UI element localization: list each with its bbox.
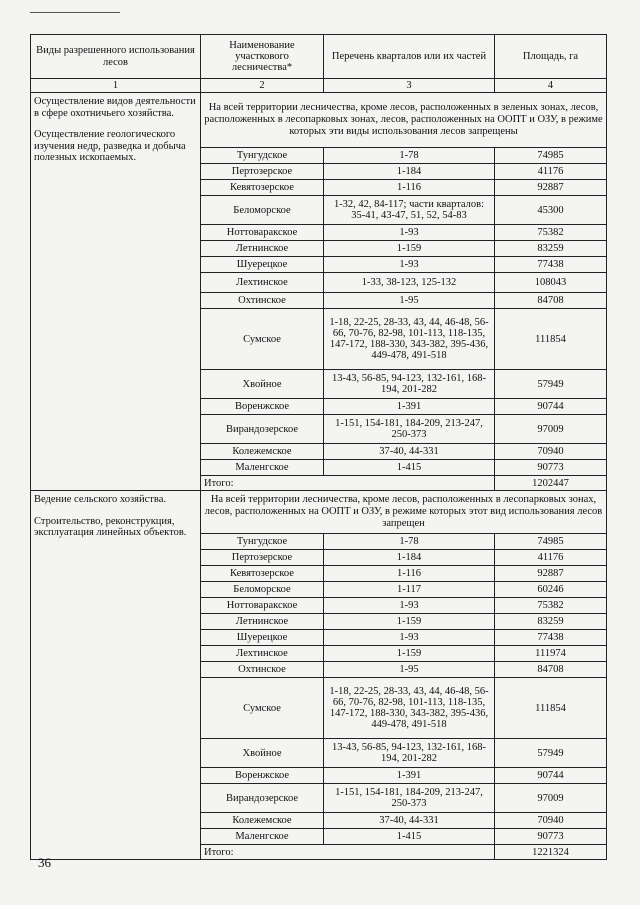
col-header-quarters: Перечень кварталов или их частей bbox=[324, 35, 495, 79]
quarters-cell: 1-116 bbox=[324, 566, 495, 582]
forestry-name-cell: Воренжское bbox=[201, 768, 324, 784]
territory-note: На всей территории лесничества, кроме лесов, расположенных в зеленых зонах, лесов, расположенных в лесопарковых зонах, лесов, расположенных на ООПТ и ОЗУ, в режиме которых эти виды использования лесов запрещены bbox=[201, 93, 607, 148]
area-cell: 70940 bbox=[495, 813, 607, 829]
area-cell: 77438 bbox=[495, 630, 607, 646]
quarters-cell: 1-159 bbox=[324, 614, 495, 630]
area-cell: 83259 bbox=[495, 614, 607, 630]
use-type-text: Осуществление видов деятельности в сфере охотничьего хозяйства. bbox=[34, 96, 196, 119]
quarters-cell: 37-40, 44-331 bbox=[324, 813, 495, 829]
area-cell: 92887 bbox=[495, 566, 607, 582]
col-number: 2 bbox=[201, 79, 324, 93]
area-cell: 111854 bbox=[495, 678, 607, 739]
quarters-cell: 1-78 bbox=[324, 534, 495, 550]
area-cell: 108043 bbox=[495, 273, 607, 293]
quarters-cell: 1-391 bbox=[324, 399, 495, 415]
quarters-cell: 1-33, 38-123, 125-132 bbox=[324, 273, 495, 293]
forestry-name-cell: Вирандозерское bbox=[201, 415, 324, 444]
section-agriculture-construction bbox=[31, 491, 607, 860]
quarters-cell: 1-32, 42, 84-117; части кварталов: 35-41, 43-47, 51, 52, 54-83 bbox=[324, 196, 495, 225]
quarters-cell: 1-184 bbox=[324, 164, 495, 180]
total-area: 1221324 bbox=[495, 845, 607, 860]
forestry-name-cell: Лехтинское bbox=[201, 273, 324, 293]
forestry-name-cell: Тунгудское bbox=[201, 148, 324, 164]
quarters-cell: 1-78 bbox=[324, 148, 495, 164]
use-type-text: Осуществление геологического изучения недр, разведка и добыча полезных ископаемых. bbox=[34, 129, 186, 164]
territory-note: На всей территории лесничества, кроме лесов, расположенных в лесопарковых зонах, лесов, расположенных на ООПТ и ОЗУ, в режиме которых этот вид использования лесов запрещен bbox=[201, 491, 607, 534]
forestry-name-cell: Кевятозерское bbox=[201, 566, 324, 582]
area-cell: 75382 bbox=[495, 598, 607, 614]
quarters-cell: 1-95 bbox=[324, 662, 495, 678]
forestry-name-cell: Воренжское bbox=[201, 399, 324, 415]
area-cell: 75382 bbox=[495, 225, 607, 241]
area-cell: 97009 bbox=[495, 415, 607, 444]
quarters-cell: 1-117 bbox=[324, 582, 495, 598]
forestry-name-cell: Летнинское bbox=[201, 241, 324, 257]
quarters-cell: 1-391 bbox=[324, 768, 495, 784]
forestry-name-cell: Сумское bbox=[201, 309, 324, 370]
area-cell: 83259 bbox=[495, 241, 607, 257]
col-header-use-types: Виды разрешенного использования лесов bbox=[31, 35, 201, 79]
area-cell: 77438 bbox=[495, 257, 607, 273]
quarters-cell: 13-43, 56-85, 94-123, 132-161, 168-194, 201-282 bbox=[324, 739, 495, 768]
area-cell: 74985 bbox=[495, 148, 607, 164]
quarters-cell: 1-151, 154-181, 184-209, 213-247, 250-373 bbox=[324, 784, 495, 813]
forestry-name-cell: Маленгское bbox=[201, 460, 324, 476]
forestry-name-cell: Сумское bbox=[201, 678, 324, 739]
quarters-cell: 1-415 bbox=[324, 460, 495, 476]
quarters-cell: 1-184 bbox=[324, 550, 495, 566]
quarters-cell: 1-93 bbox=[324, 630, 495, 646]
forestry-name-cell: Тунгудское bbox=[201, 534, 324, 550]
area-cell: 111974 bbox=[495, 646, 607, 662]
col-header-forestry-name: Наименование участкового лесничества* bbox=[201, 35, 324, 79]
area-cell: 84708 bbox=[495, 293, 607, 309]
area-cell: 90744 bbox=[495, 399, 607, 415]
quarters-cell: 1-93 bbox=[324, 257, 495, 273]
forestry-name-cell: Ноттоваракское bbox=[201, 225, 324, 241]
quarters-cell: 1-159 bbox=[324, 646, 495, 662]
forestry-name-cell: Летнинское bbox=[201, 614, 324, 630]
area-cell: 45300 bbox=[495, 196, 607, 225]
total-label: Итого: bbox=[201, 845, 495, 860]
forestry-name-cell: Колежемское bbox=[201, 813, 324, 829]
forestry-name-cell: Маленгское bbox=[201, 829, 324, 845]
forestry-name-cell: Пертозерское bbox=[201, 550, 324, 566]
quarters-cell: 1-159 bbox=[324, 241, 495, 257]
section-hunting-geology bbox=[31, 93, 607, 491]
area-cell: 111854 bbox=[495, 309, 607, 370]
area-cell: 74985 bbox=[495, 534, 607, 550]
forestry-name-cell: Охтинское bbox=[201, 662, 324, 678]
forestry-name-cell: Беломорское bbox=[201, 196, 324, 225]
forestry-name-cell: Колежемское bbox=[201, 444, 324, 460]
area-cell: 57949 bbox=[495, 739, 607, 768]
header-row bbox=[31, 35, 607, 79]
quarters-cell: 1-18, 22-25, 28-33, 43, 44, 46-48, 56-66, 70-76, 82-98, 101-113, 118-135, 147-172, 188-330, 343-382, 395-436, 449-478, 491-518 bbox=[324, 309, 495, 370]
area-cell: 41176 bbox=[495, 550, 607, 566]
column-number-row bbox=[31, 79, 607, 93]
use-types-cell bbox=[31, 93, 201, 491]
quarters-cell: 1-116 bbox=[324, 180, 495, 196]
forestry-name-cell: Вирандозерское bbox=[201, 784, 324, 813]
area-cell: 90773 bbox=[495, 829, 607, 845]
quarters-cell: 1-93 bbox=[324, 598, 495, 614]
forestry-name-cell: Пертозерское bbox=[201, 164, 324, 180]
area-cell: 60246 bbox=[495, 582, 607, 598]
quarters-cell: 13-43, 56-85, 94-123, 132-161, 168-194, 201-282 bbox=[324, 370, 495, 399]
area-cell: 70940 bbox=[495, 444, 607, 460]
quarters-cell: 1-18, 22-25, 28-33, 43, 44, 46-48, 56-66, 70-76, 82-98, 101-113, 118-135, 147-172, 188-330, 343-382, 395-436, 449-478, 491-518 bbox=[324, 678, 495, 739]
forestry-name-cell: Шуерецкое bbox=[201, 630, 324, 646]
quarters-cell: 37-40, 44-331 bbox=[324, 444, 495, 460]
forestry-name-cell: Шуерецкое bbox=[201, 257, 324, 273]
area-cell: 92887 bbox=[495, 180, 607, 196]
forestry-name-cell: Ноттоваракское bbox=[201, 598, 324, 614]
col-number: 4 bbox=[495, 79, 607, 93]
area-cell: 97009 bbox=[495, 784, 607, 813]
page-number: 36 bbox=[38, 855, 51, 870]
quarters-cell: 1-415 bbox=[324, 829, 495, 845]
forestry-name-cell: Беломорское bbox=[201, 582, 324, 598]
total-label: Итого: bbox=[201, 476, 495, 491]
col-number: 3 bbox=[324, 79, 495, 93]
total-area: 1202447 bbox=[495, 476, 607, 491]
quarters-cell: 1-95 bbox=[324, 293, 495, 309]
forestry-name-cell: Охтинское bbox=[201, 293, 324, 309]
col-header-area: Площадь, га bbox=[495, 35, 607, 79]
forestry-name-cell: Хвойное bbox=[201, 739, 324, 768]
col-number: 1 bbox=[31, 79, 201, 93]
area-cell: 41176 bbox=[495, 164, 607, 180]
area-cell: 90744 bbox=[495, 768, 607, 784]
forestry-name-cell: Лехтинское bbox=[201, 646, 324, 662]
use-type-text: Ведение сельского хозяйства. bbox=[34, 494, 166, 506]
forestry-name-cell: Кевятозерское bbox=[201, 180, 324, 196]
area-cell: 57949 bbox=[495, 370, 607, 399]
area-cell: 90773 bbox=[495, 460, 607, 476]
area-cell: 84708 bbox=[495, 662, 607, 678]
quarters-cell: 1-93 bbox=[324, 225, 495, 241]
forestry-name-cell: Хвойное bbox=[201, 370, 324, 399]
forest-use-table bbox=[30, 34, 607, 860]
use-types-cell bbox=[31, 491, 201, 860]
top-rule bbox=[30, 12, 120, 13]
use-type-text: Строительство, реконструкция, эксплуатация линейных объектов. bbox=[34, 515, 187, 539]
quarters-cell: 1-151, 154-181, 184-209, 213-247, 250-373 bbox=[324, 415, 495, 444]
